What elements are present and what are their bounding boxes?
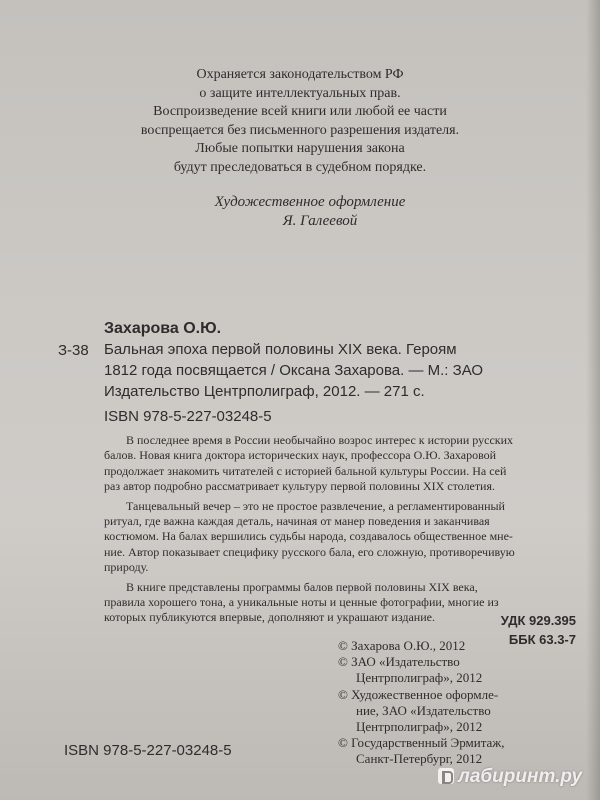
notice-line: будут преследоваться в судебном порядке. xyxy=(173,159,427,175)
copyright-line: © Государственный Эрмитаж, xyxy=(338,735,505,751)
notice-line: Воспроизведение всей книги или любой ее части xyxy=(153,104,447,120)
abstract-line: ние. Автор показывает специфику русского бала, его сложную, противоречивую xyxy=(104,544,515,559)
abstract-line: которых публикуются впервые, дополняют и украшают издание. xyxy=(104,610,435,625)
catalog-author: Захарова О.Ю. xyxy=(104,320,222,337)
abstract-line: продолжает знакомить читателей с историей бальной культуры России. На сей xyxy=(104,463,507,478)
copyright-line: ние, ЗАО «Издательство xyxy=(356,702,491,718)
description-line: 1812 года посвящается / Оксана Захарова. — М.: ЗАО xyxy=(104,362,484,379)
copyright-line: © Художественное оформле- xyxy=(338,686,499,702)
catalog-isbn: ISBN 978-5-227-03248-5 xyxy=(104,408,272,425)
abstract-line: ритуал, где важна каждая деталь, начиная от манер поведения и заканчивая xyxy=(104,514,490,529)
abstract-line: правила хорошего тона, а уникальные ноты и ценные фотографии, многие из xyxy=(104,595,499,610)
watermark-text: лабиринт.ру xyxy=(458,766,583,787)
copyright-line: © ЗАО «Издательство xyxy=(338,654,460,670)
copyright-line: © Захарова О.Ю., 2012 xyxy=(338,638,466,653)
catalog-code: З-38 xyxy=(58,342,89,359)
isbn-bottom: ISBN 978-5-227-03248-5 xyxy=(64,742,232,759)
abstract-line: природу. xyxy=(104,560,149,575)
bbk-code: ББК 63.3-7 xyxy=(508,632,576,647)
copyright-notice xyxy=(0,66,600,178)
design-credit-title: Художественное оформление xyxy=(214,194,406,210)
design-credit xyxy=(0,193,600,231)
design-credit-name: Я. Галеевой xyxy=(282,213,358,229)
copyright-line: Центрполиграф», 2012 xyxy=(356,719,483,735)
watermark xyxy=(438,766,582,788)
notice-line: Любые попытки нарушения закона xyxy=(195,141,405,157)
abstract-line: В книге представлены программы балов первой половины XIX века, xyxy=(126,579,478,594)
copyright-line: Санкт-Петербург, 2012 xyxy=(356,751,483,767)
copyright-list xyxy=(338,638,505,768)
abstract-line: Танцевальный вечер – это не простое развлечение, а регламентированный xyxy=(126,498,505,513)
classification xyxy=(501,611,576,649)
catalog-description xyxy=(104,339,574,402)
notice-line: воспрещается без письменного разрешения издателя. xyxy=(140,122,460,138)
labirint-logo-icon xyxy=(438,768,454,784)
abstract-line: балов. Новая книга доктора исторических наук, профессора О.Ю. Захаровой xyxy=(104,448,497,463)
abstract-line: костюмом. На балах вершились судьбы народа, создавалось общественное мне- xyxy=(104,529,513,544)
description-line: Бальная эпоха первой половины XIX века. Героям xyxy=(104,341,457,358)
abstract-line: В последнее время в России необычайно возрос интерес к истории русских xyxy=(126,433,514,447)
notice-line: Охраняется законодательством РФ xyxy=(196,67,404,82)
abstract-line: раз автор подробно рассматривает культуру первой половины XIX столетия. xyxy=(104,479,496,494)
description-line: Издательство Центрполиграф, 2012. — 271 с. xyxy=(104,383,425,400)
udc-code: УДК 929.395 xyxy=(500,613,576,628)
copyright-line: Центрполиграф», 2012 xyxy=(356,670,483,686)
notice-line: о защите интеллектуальных прав. xyxy=(199,85,401,101)
abstract xyxy=(104,433,584,626)
